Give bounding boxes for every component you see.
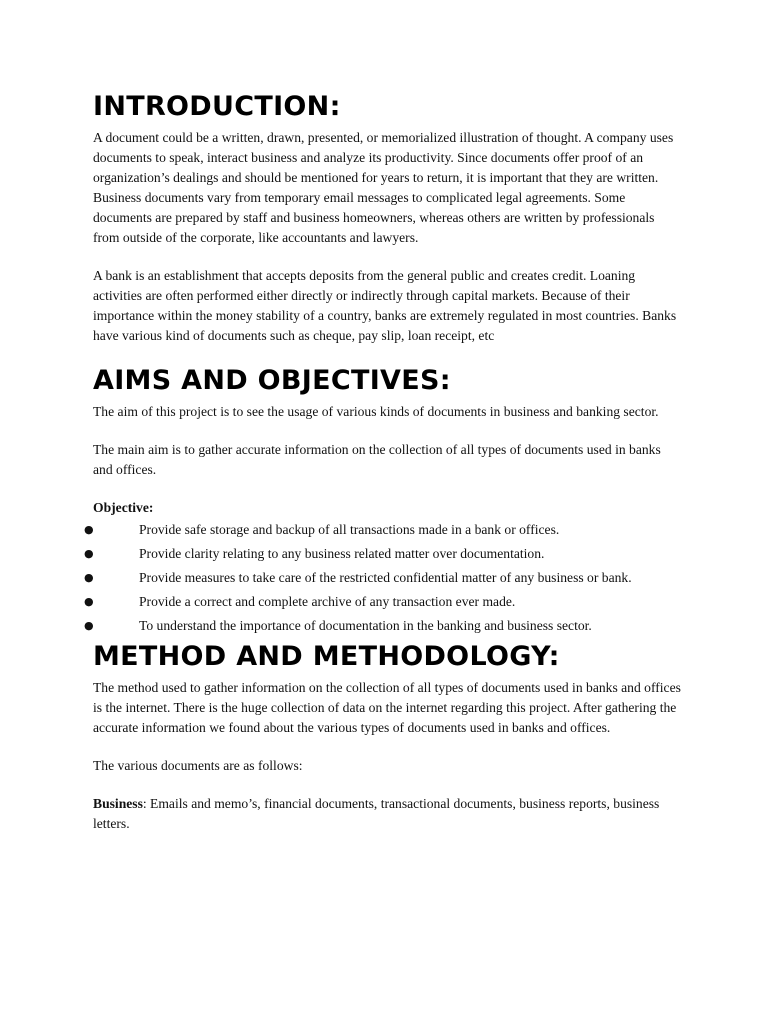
business-text: : Emails and memo’s, financial documents, transactional documents, business reports, business letters.: [93, 796, 660, 831]
bullet-icon: ●: [84, 571, 94, 584]
aims-paragraph-1: The aim of this project is to see the usage of various kinds of documents in business and banking sector.: [93, 404, 659, 419]
business-label: Business: [93, 796, 143, 811]
objective-item: [84, 568, 682, 588]
objective-text: Provide clarity relating to any business related matter over documentation.: [139, 546, 545, 561]
objective-item: [84, 616, 682, 636]
introduction-heading: INTRODUCTION:: [93, 91, 341, 122]
bullet-icon: ●: [84, 547, 94, 560]
objective-text: Provide a correct and complete archive of any transaction ever made.: [139, 594, 516, 609]
objective-text: Provide safe storage and backup of all transactions made in a bank or offices.: [139, 522, 560, 537]
method-paragraph-2: The various documents are as follows:: [93, 758, 303, 773]
objectives-list: [84, 520, 682, 636]
aims-heading: AIMS AND OBJECTIVES:: [93, 365, 451, 396]
objective-item: [84, 520, 682, 540]
objective-text: To understand the importance of documentation in the banking and business sector.: [139, 618, 592, 633]
objective-item: [84, 592, 682, 612]
method-heading: METHOD AND METHODOLOGY:: [93, 641, 560, 672]
introduction-paragraph-1: A document could be a written, drawn, presented, or memorialized illustration of thought. A company uses documents to speak, interact business and analyze its productivity. Since documents offer proof of an organization’s dealings and should be mentioned for years to return, it is important that they are written. Business documents vary from temporary email messages to complicated legal agreements. Some documents are prepared by staff and business homeowners, whereas others are written by professionals from outside of the corporate, like accountants and lawyers.: [93, 130, 674, 245]
objective-text: Provide measures to take care of the restricted confidential matter of any business or bank.: [139, 570, 632, 585]
business-documents-paragraph: [93, 794, 682, 834]
objective-label: Objective:: [93, 500, 154, 515]
bullet-icon: ●: [84, 523, 94, 536]
method-paragraph-1: The method used to gather information on the collection of all types of documents used in banks and offices is the internet. There is the huge collection of data on the internet regarding this project. After gathering the accurate information we found about the various types of documents used in banks and offices.: [93, 680, 681, 735]
aims-paragraph-2: The main aim is to gather accurate information on the collection of all types of documents used in banks and offices.: [93, 442, 661, 477]
introduction-paragraph-2: A bank is an establishment that accepts deposits from the general public and creates credit. Loaning activities are often performed either directly or indirectly through capital markets. Because of their importance within the money stability of a country, banks are extremely regulated in most countries. Banks have various kind of documents such as cheque, pay slip, loan receipt, etc: [93, 268, 677, 343]
objective-item: [84, 544, 682, 564]
bullet-icon: ●: [84, 619, 94, 632]
bullet-icon: ●: [84, 595, 94, 608]
